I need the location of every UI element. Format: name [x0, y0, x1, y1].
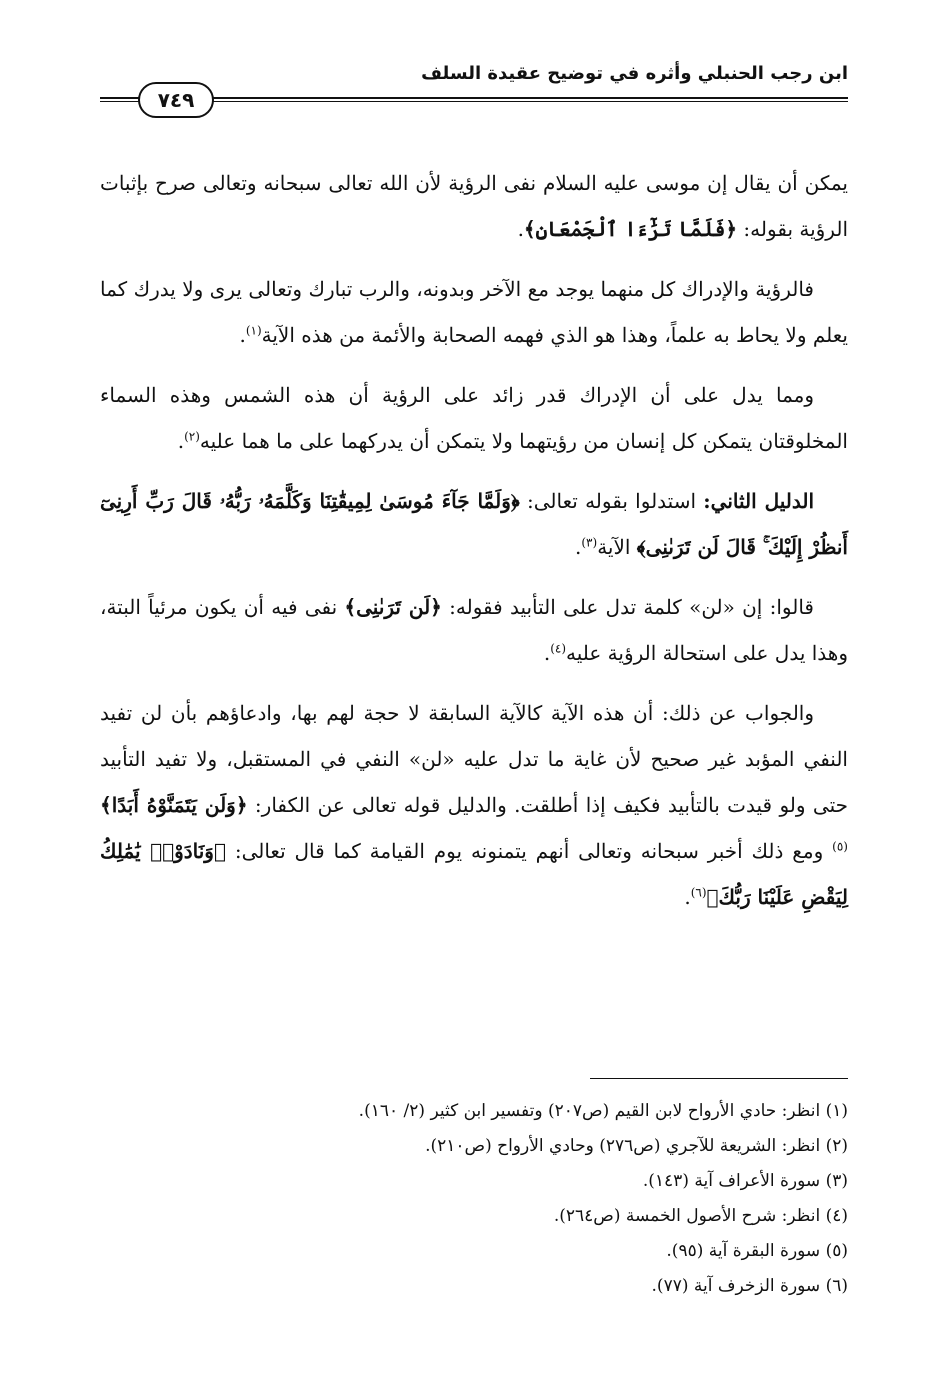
header-rule-left [100, 97, 140, 99]
footnote-5: (٥) سورة البقرة آية (٩٥). [666, 1241, 848, 1261]
header-rule-thin [208, 101, 848, 102]
paragraph-punct: . [543, 641, 551, 665]
quran-verse: ﴿وَلَمَّا جَآءَ مُوسَىٰ لِمِيقَٰتِنَا وَكَلَّمَهُۥ رَبُّهُۥ قَالَ رَبِّ أَرِنِىٓ أَنظُرْ إِلَيْكَ ۚ قَالَ لَن تَرَىٰنِى﴾ [100, 489, 848, 559]
quran-verse: ﴿لَن تَرَىٰنِى﴾ [344, 595, 442, 619]
paragraph-4 [100, 478, 848, 570]
paragraph-text: الآية [597, 535, 637, 559]
footnote-2: (٢) انظر: الشريعة للآجري (ص٢٧٦) وحادي الأرواح (ص٢١٠). [425, 1136, 848, 1156]
footnote-ref: (٢) [184, 429, 200, 444]
paragraph-punct: . [177, 429, 185, 453]
paragraph-3 [100, 372, 848, 464]
page-header [100, 55, 848, 117]
footnotes [100, 1094, 848, 1304]
footnote-ref: (٤) [550, 641, 567, 656]
footnote-4: (٤) انظر: شرح الأصول الخمسة (ص٢٦٤). [553, 1206, 848, 1226]
paragraph-2 [100, 266, 848, 358]
section-label: الدليل الثاني: [703, 489, 814, 513]
paragraph-punct: . [575, 535, 582, 559]
header-rule-left-thin [100, 101, 140, 102]
paragraph-1 [100, 160, 848, 252]
footnote-6: (٦) سورة الزخرف آية (٧٧). [651, 1276, 848, 1296]
paragraph-punct: . [517, 217, 524, 241]
paragraph-text: نفى فيه أن يكون مرئياً البتة، وهذا يدل على استحالة الرؤية عليه [100, 595, 848, 665]
footnote-ref: (٥) [832, 839, 848, 854]
paragraph-text: فالرؤية والإدراك كل منهما يوجد مع الآخر وبدونه، والرب تبارك وتعالى يرى ولا يدرك كما يعلم ولا يحاط به علماً، وهذا هو الذي فهمه الصحابة والأئمة من هذه الآية [100, 277, 848, 347]
paragraph-6 [100, 690, 848, 920]
paragraph-text: قالوا: إن «لن» كلمة تدل على التأبيد فقوله: [441, 595, 814, 619]
footnote-separator [590, 1078, 848, 1079]
paragraph-5 [100, 584, 848, 676]
paragraph-text: استدلوا بقوله تعالى: [519, 489, 704, 513]
paragraph-text: والجواب عن ذلك: أن هذه الآية كالآية السابقة لا حجة لهم بها، وادعاؤهم بأن لن تفيد النفي المؤبد غير صحيح لأن غاية ما تدل عليه «لن» النفي في المستقبل، ولا تفيد التأبيد حتى ولو قيدت بالتأبيد فكيف إذا أطلقت. والدليل قوله تعالى عن الكفار: [100, 701, 848, 817]
quran-verse: ﴿فَلَمَّا تَرَٰٓءَا ٱلْجَمْعَانِ﴾ [523, 217, 738, 241]
footnote-1: (١) انظر: حادي الأرواح لابن القيم (ص٢٠٧) وتفسير ابن كثير (٢/ ١٦٠). [358, 1101, 848, 1121]
paragraph-punct: . [684, 885, 691, 909]
main-text [100, 160, 848, 934]
footnote-ref: (٦) [690, 885, 707, 900]
paragraph-text: يمكن أن يقال إن موسى عليه السلام نفى الرؤية لأن الله تعالى سبحانه وتعالى صرح بإثبات الرؤية بقوله: [100, 171, 848, 241]
paragraph-text: ومع ذلك أخبر سبحانه وتعالى أنهم يتمنونه يوم القيامة كما قال تعالى: [225, 839, 833, 863]
quran-verse: ﴿وَلَن يَتَمَنَّوْهُ أَبَدًا﴾ [100, 793, 248, 817]
paragraph-punct: . [239, 323, 246, 347]
quran-verse: ﴿وَنَادَوْا۟ يَٰمَٰلِكُ لِيَقْضِ عَلَيْنَا رَبُّكَ﴾ [100, 839, 848, 909]
header-rule [208, 97, 848, 99]
page-number: ٧٤٩ [138, 82, 214, 118]
footnote-ref: (٣) [581, 535, 598, 550]
running-title: ابن رجب الحنبلي وأثره في توضيح عقيدة السلف [421, 63, 848, 84]
footnote-3: (٣) سورة الأعراف آية (١٤٣). [642, 1171, 848, 1191]
footnote-ref: (١) [245, 323, 262, 338]
paragraph-text: ومما يدل على أن الإدراك قدر زائد على الرؤية أن هذه الشمس وهذه السماء المخلوقتان يتمكن كل إنسان من رؤيتهما ولا يتمكن أن يدركهما على ما هما عليه [100, 383, 848, 453]
